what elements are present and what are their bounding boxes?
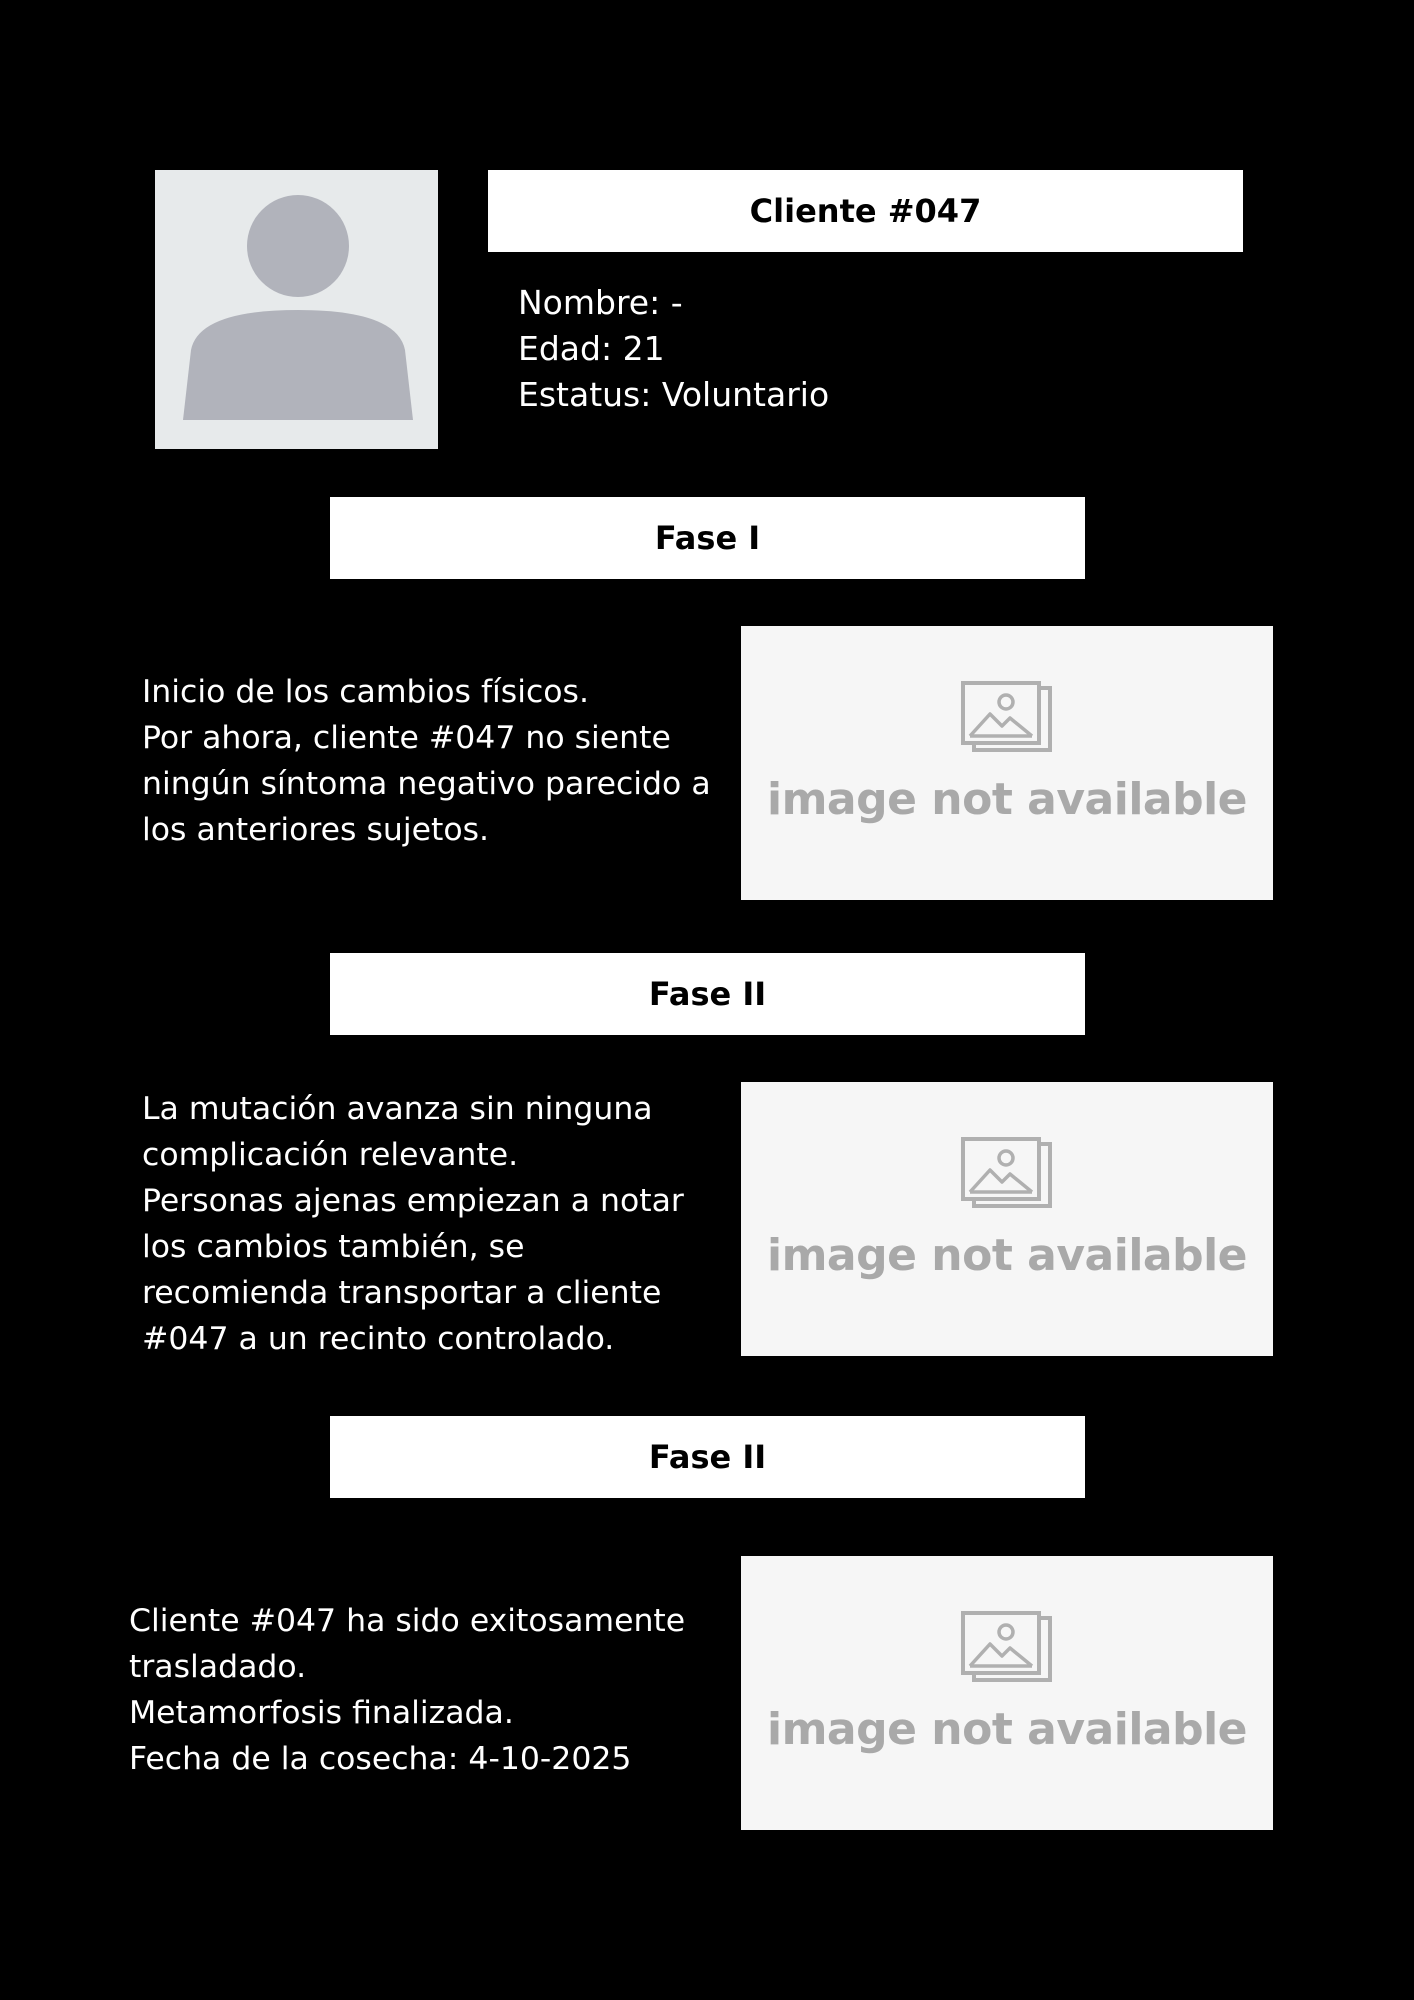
info-name: Nombre: - bbox=[518, 283, 683, 322]
phase-heading bbox=[330, 1416, 1085, 1498]
avatar bbox=[155, 170, 438, 449]
phase-line: Personas ajenas empiezan a notar bbox=[142, 1183, 684, 1219]
phase-heading-text: Fase II bbox=[648, 975, 767, 1013]
phase-heading bbox=[330, 953, 1085, 1035]
client-info bbox=[518, 280, 829, 418]
image-placeholder bbox=[741, 1556, 1273, 1830]
phase-line: La mutación avanza sin ninguna bbox=[142, 1091, 653, 1127]
client-title bbox=[488, 170, 1243, 252]
picture-icon bbox=[960, 1136, 1054, 1212]
image-placeholder bbox=[741, 1082, 1273, 1356]
phase-heading bbox=[330, 497, 1085, 579]
phase-line: complicación relevante. bbox=[142, 1137, 519, 1173]
phase-line: Metamorfosis finalizada. bbox=[129, 1695, 514, 1731]
phase-line: ningún síntoma negativo parecido a bbox=[142, 766, 711, 802]
phase-line: recomienda transportar a cliente bbox=[142, 1275, 662, 1311]
image-placeholder-text: image not available bbox=[766, 1230, 1248, 1281]
info-age: Edad: 21 bbox=[518, 329, 665, 368]
phase-line: los anteriores sujetos. bbox=[142, 812, 490, 848]
phase-line: los cambios también, se bbox=[142, 1229, 525, 1265]
phase-description bbox=[142, 669, 711, 853]
phase-description bbox=[142, 1086, 684, 1362]
person-silhouette-icon bbox=[155, 170, 438, 449]
client-title-text: Cliente #047 bbox=[749, 192, 982, 230]
phase-heading-text: Fase II bbox=[648, 1438, 767, 1476]
info-status: Estatus: Voluntario bbox=[518, 375, 830, 414]
image-placeholder-text: image not available bbox=[766, 1704, 1248, 1755]
phase-line: Por ahora, cliente #047 no siente bbox=[142, 720, 671, 756]
phase-line: Inicio de los cambios físicos. bbox=[142, 674, 589, 710]
phase-line: Cliente #047 ha sido exitosamente bbox=[129, 1603, 686, 1639]
picture-icon bbox=[960, 680, 1054, 756]
phase-line: Fecha de la cosecha: 4-10-2025 bbox=[129, 1741, 632, 1777]
phase-line: trasladado. bbox=[129, 1649, 307, 1685]
phase-description bbox=[129, 1598, 685, 1782]
picture-icon bbox=[960, 1610, 1054, 1686]
image-placeholder-text: image not available bbox=[766, 774, 1248, 825]
image-placeholder bbox=[741, 626, 1273, 900]
phase-heading-text: Fase I bbox=[654, 519, 761, 557]
phase-line: #047 a un recinto controlado. bbox=[142, 1321, 615, 1357]
